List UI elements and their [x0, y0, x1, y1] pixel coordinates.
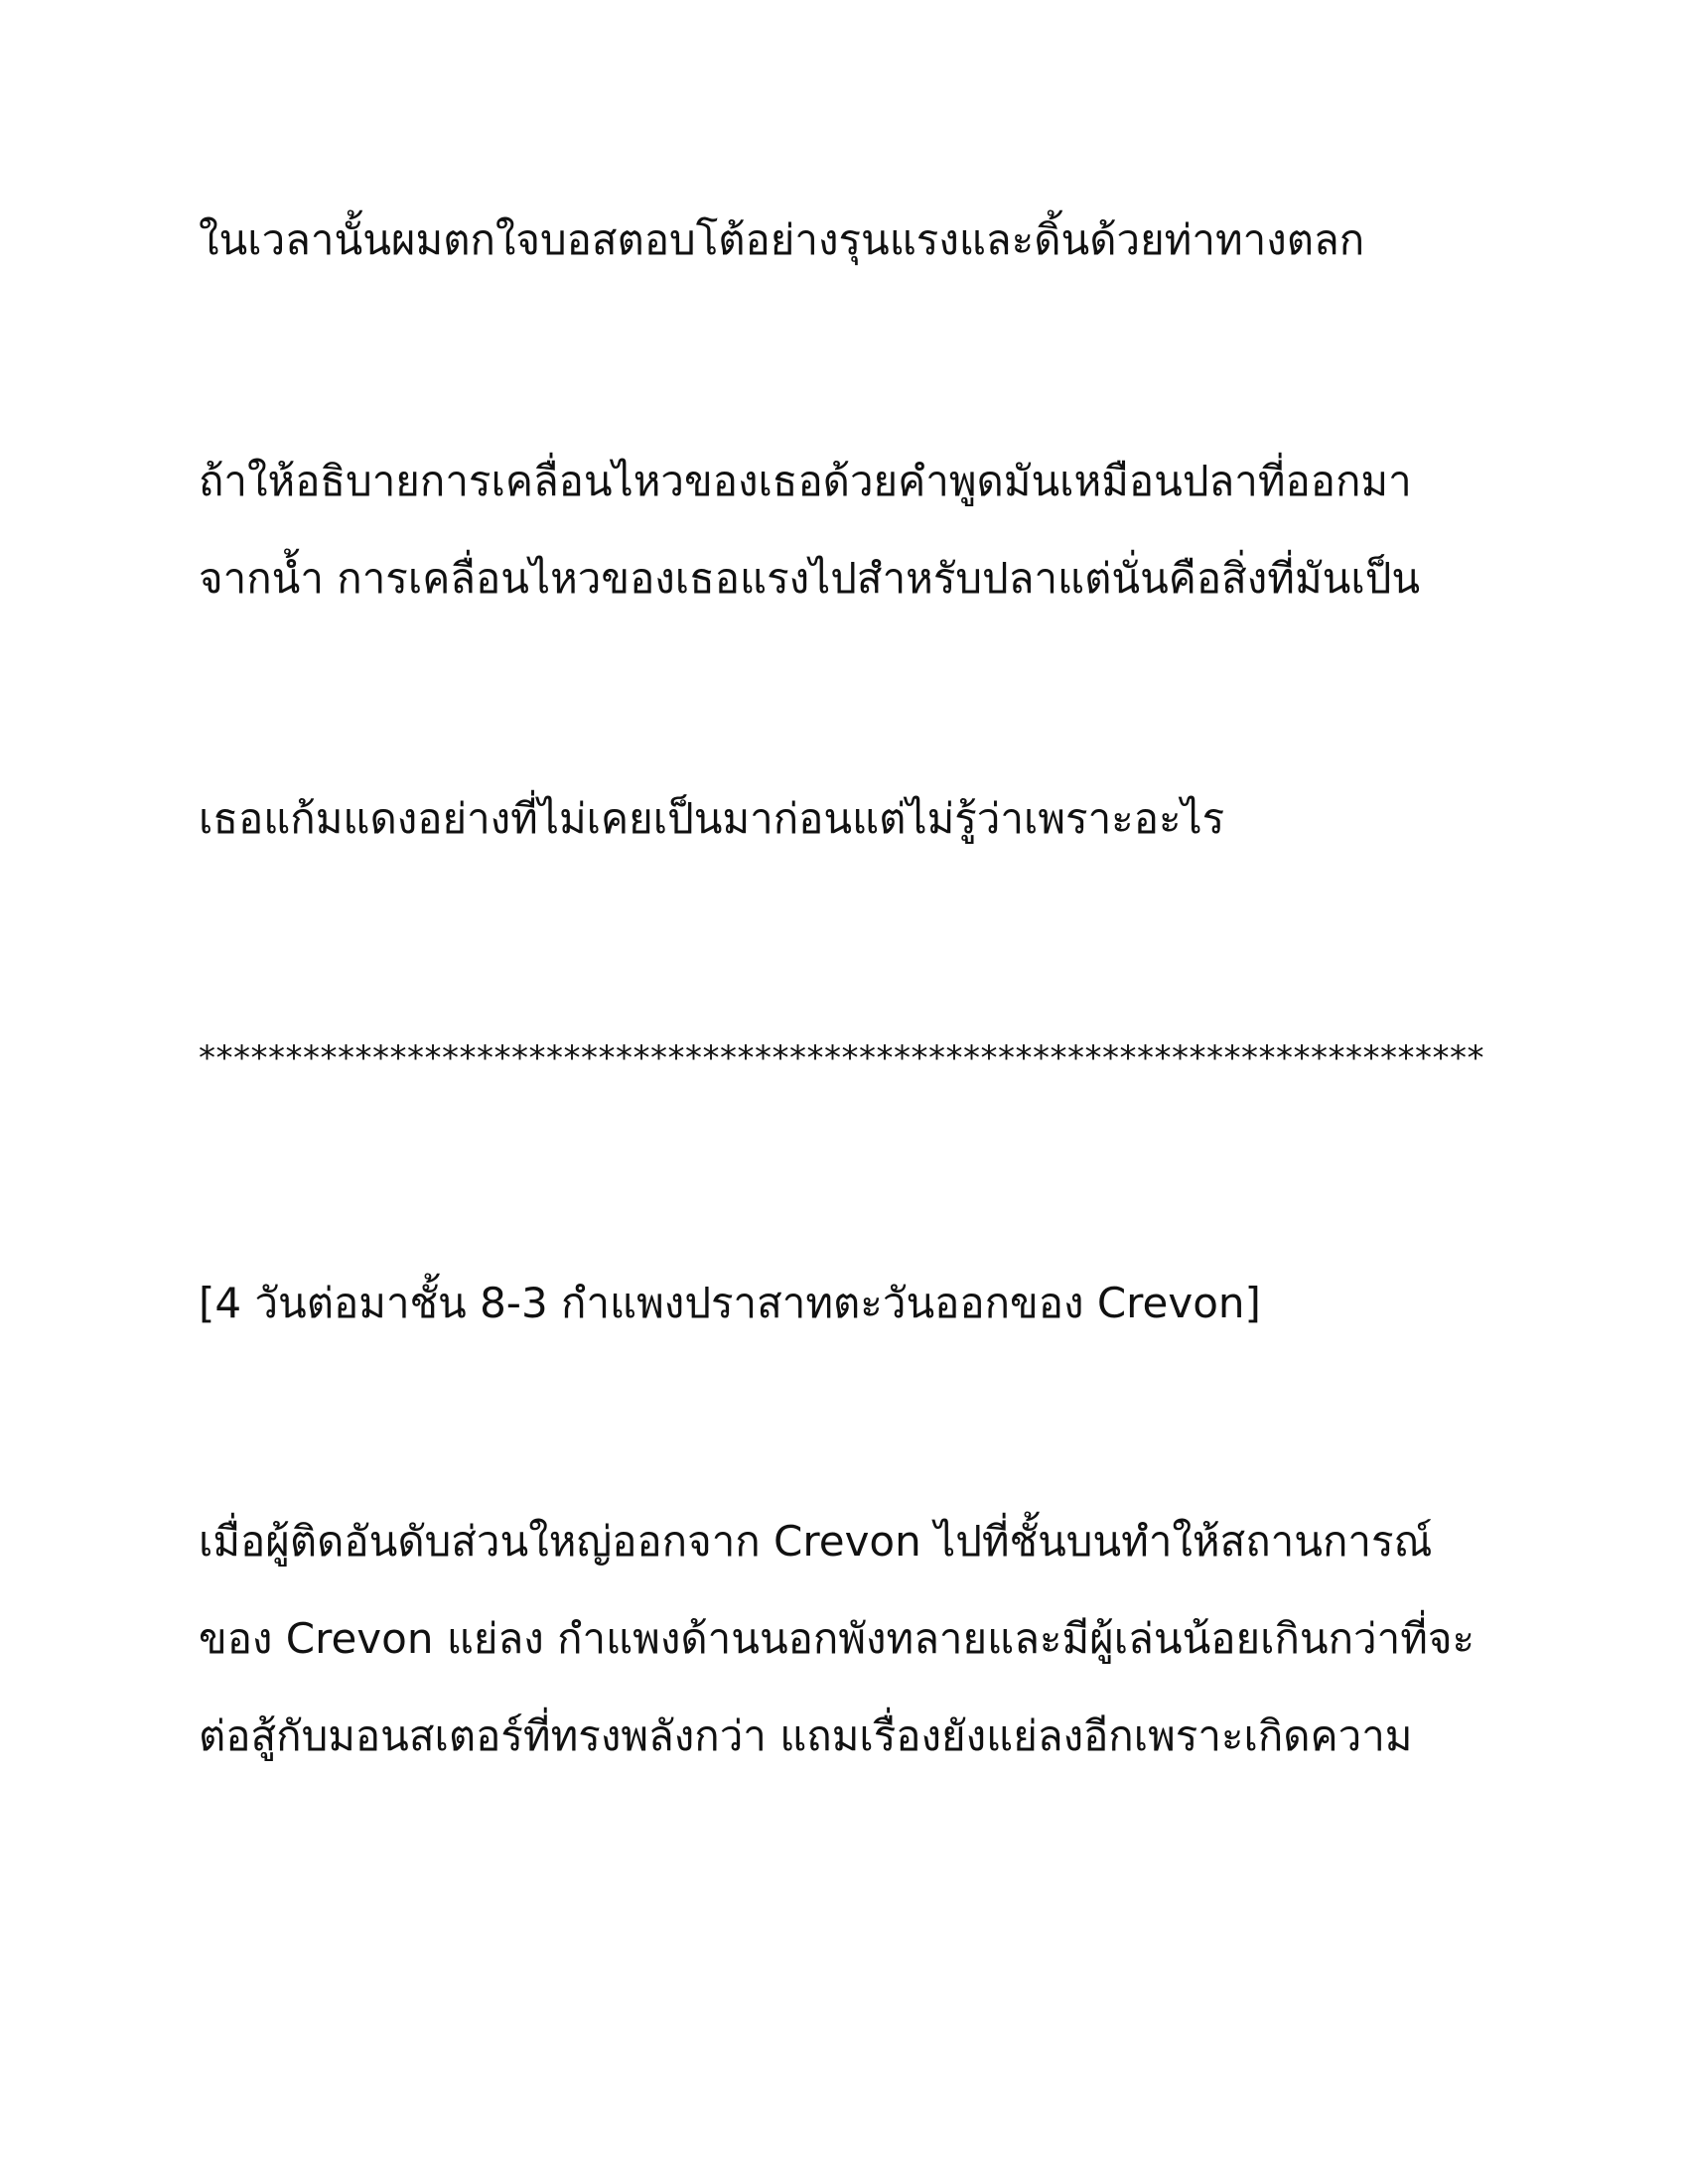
section-heading: [4 วันต่อมาชั้น 8-3 กำแพงปราสาทตะวันออกของ Crevon] [199, 1279, 1261, 1327]
text-line: เธอแก้มแดงอย่างที่ไม่เคยเป็นมาก่อนแต่ไม่รู้ว่าเพราะอะไร [199, 794, 1225, 843]
text-line: จากน้ำ การเคลื่อนไหวของเธอแรงไปสำหรับปลาแต่นั่นคือสิ่งที่มันเป็น [199, 554, 1421, 603]
text-line: ต่อสู้กับมอนสเตอร์ที่ทรงพลังกว่า แถมเรื่องยังแย่ลงอีกเพราะเกิดความ [199, 1711, 1413, 1760]
section-separator: ************************************************************************** [199, 1038, 1484, 1078]
text-line: ของ Crevon แย่ลง กำแพงด้านนอกพังทลายและมีผู้เล่นน้อยเกินกว่าที่จะ [199, 1614, 1476, 1663]
text-line: ในเวลานั้นผมตกใจบอสตอบโต้อย่างรุนแรงและดิ้นด้วยท่าทางตลก [199, 215, 1365, 264]
text-line: เมื่อผู้ติดอันดับส่วนใหญ่ออกจาก Crevon ไปที่ชั้นบนทำให้สถานการณ์ [199, 1517, 1433, 1566]
text-line: ถ้าให้อธิบายการเคลื่อนไหวของเธอด้วยคำพูดมันเหมือนปลาที่ออกมา [199, 457, 1412, 505]
